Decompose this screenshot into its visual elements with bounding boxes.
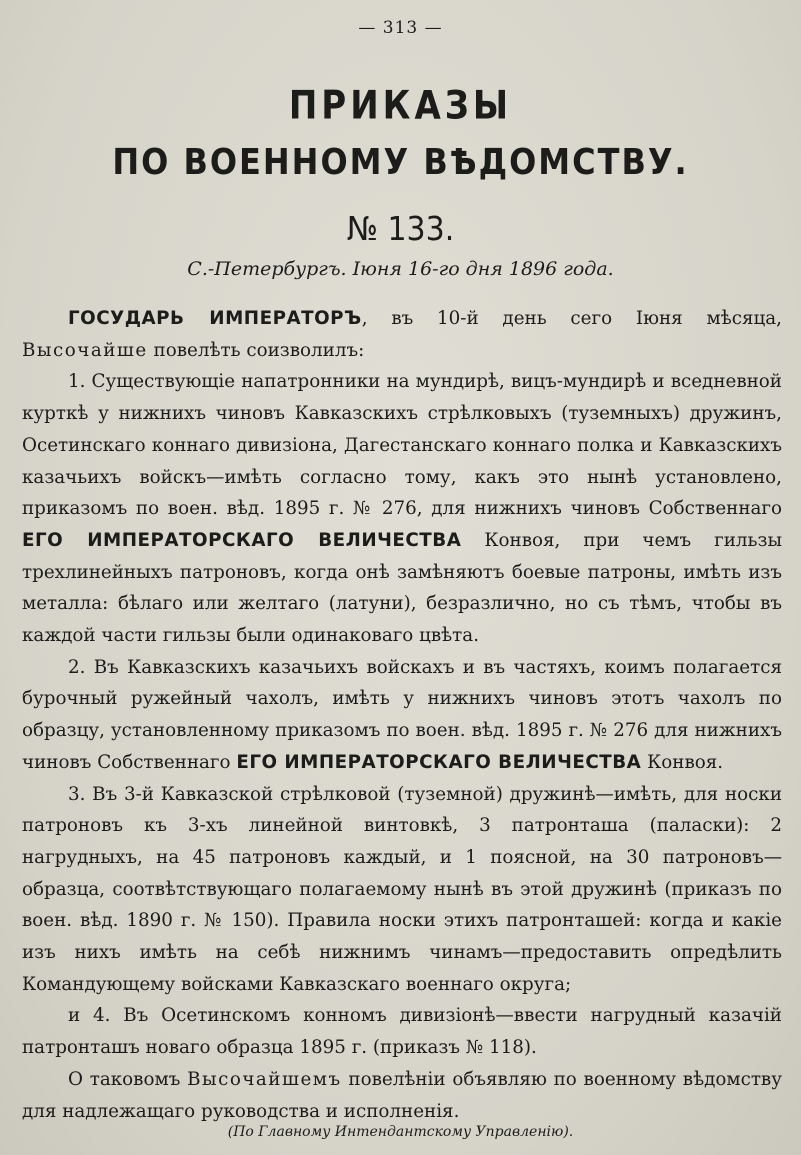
order-body	[22, 303, 782, 1127]
emperor-title: ГОСУДАРЬ ИМПЕРАТОРЪ	[68, 308, 362, 329]
item-4: и 4. Въ Осетинскомъ конномъ дивизіонѣ—ввести нагрудный казачій патронташъ новаго образца 1895 г. (приказъ № 118).	[22, 1005, 782, 1059]
item-2	[22, 652, 782, 779]
item-2-text-a: 2. Въ Кавказскихъ казачьихъ войскахъ и въ частяхъ, коимъ полагается бурочный ружейный чахолъ, имѣть у нижнихъ чиновъ этотъ чахолъ по образцу, установленному приказомъ по воен. вѣд. 1895 г. № 276 для нижнихъ чиновъ Собственнаго	[22, 656, 782, 773]
intro-paragraph	[22, 303, 782, 366]
intro-tail: повелѣть соизволилъ:	[147, 339, 365, 361]
item-2-caps: ЕГО ИМПЕРАТОРСКАГО ВЕЛИЧЕСТВА	[236, 751, 642, 773]
order-number: № 133.	[346, 210, 455, 249]
item-1	[22, 366, 782, 651]
title-line-1: ПРИКАЗЫ	[288, 83, 513, 129]
page-number: — 313 —	[358, 18, 443, 38]
closing-text-b: повелѣніи объявляю по военному вѣдомству для надлежащаго руководства и исполненія.	[22, 1068, 782, 1122]
item-1-text-a: 1. Существующіе напатронники на мундирѣ, вицъ-мундирѣ и вседневной курткѣ у нижнихъ чиновъ Кавказскихъ стрѣлковыхъ (туземныхъ) дружинъ, Осетинскаго коннаго дивизіона, Дагестанскаго коннаго полка и Кавказскихъ казачьихъ войскъ—имѣть согласно тому, какъ это нынѣ установлено, приказомъ по воен. вѣд. 1895 г. № 276, для нижнихъ чиновъ Собственнаго	[22, 371, 782, 520]
item-2-text-b: Конвоя.	[641, 751, 724, 773]
place-date: С.-Петербургъ. Іюня 16-го дня 1896 года.	[187, 258, 614, 280]
intro-highest: Высочайше	[22, 339, 148, 361]
item-1-text-b: Конвоя, при чемъ гильзы трехлинейныхъ патроновъ, когда онѣ замѣняютъ боевые патроны, имѣть изъ металла: бѣлаго или желтаго (латуни), безразлично, но съ тѣмъ, чтобы въ каждой части гильзы были одинаковаго цвѣта.	[22, 529, 783, 647]
footer-note: (По Главному Интендантскому Управленію).	[227, 1124, 574, 1140]
closing-highest: Высочайшемъ	[187, 1068, 342, 1090]
item-3: 3. Въ 3-й Кавказской стрѣлковой (туземной) дружинѣ—имѣть, для носки патроновъ къ 3-хъ линейной винтовкѣ, 3 патронташа (паласки): 2 нагрудныхъ, на 45 патроновъ каждый, и 1 поясной, на 30 патроновъ—образца, соотвѣтствующаго полагаемому нынѣ въ этой дружинѣ (приказъ по воен. вѣд. 1890 г. № 150). Правила носки этихъ патронташей: когда и какіе изъ нихъ имѣть на себѣ нижнимъ чинамъ—предоставить опредѣлить Командующему войсками Кавказскаго военнаго округа;	[22, 783, 782, 995]
item-1-caps: ЕГО ИМПЕРАТОРСКАГО ВЕЛИЧЕСТВА	[22, 529, 462, 551]
intro-text: , въ 10-й день сего Іюня мѣсяца,	[361, 308, 782, 329]
closing-paragraph	[22, 1064, 782, 1127]
title-line-2: ПО ВОЕННОМУ ВѢДОМСТВУ.	[112, 141, 689, 183]
closing-text-a: О таковомъ	[68, 1068, 188, 1090]
